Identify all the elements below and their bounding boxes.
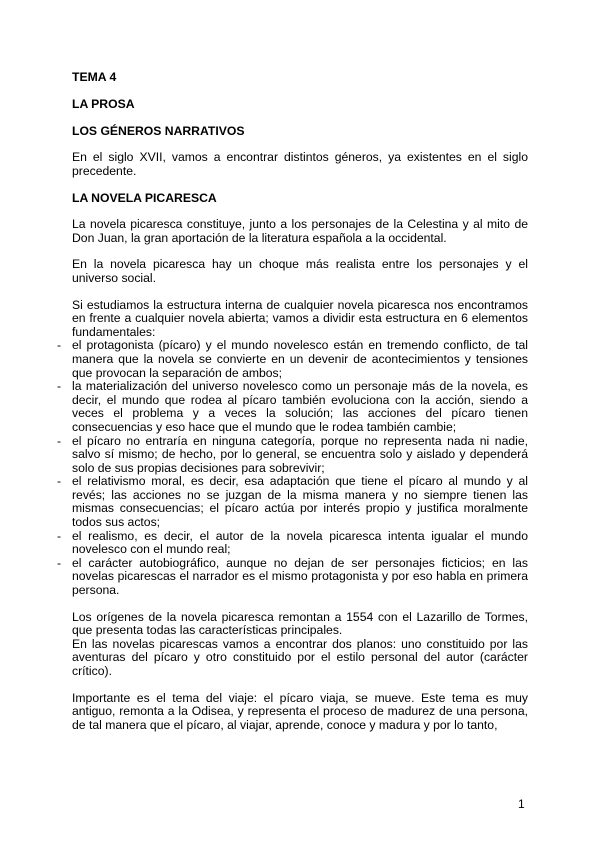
paragraph-viaje: Importante es el tema del viaje: el pícaro viaja, se mueve. Este tema es muy antiguo, remonta a la Odisea, y representa el proceso de madurez de una persona, de tal manera que el pícaro, al viajar, aprende, conoce y madura y por lo tanto, xyxy=(72,690,528,732)
heading-tema: TEMA 4 xyxy=(72,70,117,84)
list-dash: - xyxy=(57,433,62,448)
list-item xyxy=(57,433,528,476)
list-item-text: el relativismo moral, es decir, esa adaptación que tiene el pícaro al mundo y al revés; las acciones no se juzgan de la misma manera y no siempre tienen las mismas consecuencias; el pícaro actúa por interés propio y justifica moralmente todos sus actos; xyxy=(72,474,528,530)
paragraph-choque: En la novela picaresca hay un choque más realista entre los personajes y el universo social. xyxy=(72,257,528,285)
list-dash: - xyxy=(57,474,62,489)
page-number: 1 xyxy=(518,797,525,811)
list-dash: - xyxy=(57,379,62,394)
list-item-text: el pícaro no entraría en ninguna categoría, porque no representa nada ni nadie, salvo sí mismo; de hecho, por lo general, se encuentra solo y aislado y dependerá solo de sus propias decisiones para sobrevivir; xyxy=(72,433,528,475)
list-item xyxy=(57,379,528,434)
heading-generos: LOS GÉNEROS NARRATIVOS xyxy=(72,124,245,138)
list-item xyxy=(57,555,528,598)
heading-prosa: LA PROSA xyxy=(72,97,135,111)
list-item-text: la materialización del universo novelesco como un personaje más de la novela, es decir, el mundo que rodea al pícaro también evoluciona con la acción, siendo a veces el problema y a veces la solución; las acciones del pícaro tienen consecuencias y eso hace que el mundo que le rodea también cambie; xyxy=(72,379,528,434)
paragraph-planos: En las novelas picarescas vamos a encontrar dos planos: uno constituido por las aventuras del pícaro y otro constituido por el estilo personal del autor (carácter crítico). xyxy=(72,636,528,678)
list-item xyxy=(57,474,528,530)
list-dash: - xyxy=(57,528,62,543)
list-dash: - xyxy=(57,555,62,570)
paragraph-constituye: La novela picaresca constituye, junto a los personajes de la Celestina y al mito de Don Juan, la gran aportación de la literatura española a la occidental. xyxy=(72,217,528,245)
list-item-text: el protagonista (pícaro) y el mundo novelesco están en tremendo conflicto, de tal manera que la novela se convierte en un devenir de acontecimientos y tensiones que provocan la separación de ambos; xyxy=(72,338,528,380)
paragraph-estructura: Si estudiamos la estructura interna de cualquier novela picaresca nos encontramos en frente a cualquier novela abierta; vamos a dividir esta estructura en 6 elementos fundamentales: xyxy=(72,297,528,339)
list-item xyxy=(57,528,528,557)
elements-list xyxy=(57,338,528,598)
list-item xyxy=(57,338,528,380)
list-item-text: el realismo, es decir, el autor de la novela picaresca intenta igualar el mundo novelesco con el mundo real; xyxy=(72,528,528,557)
list-item-text: el carácter autobiográfico, aunque no dejan de ser personajes ficticios; en las novelas picarescas el narrador es el mismo protagonista y por eso habla en primera persona. xyxy=(72,555,528,598)
heading-picaresca: LA NOVELA PICARESCA xyxy=(72,191,217,206)
paragraph-siglo: En el siglo XVII, vamos a encontrar distintos géneros, ya existentes en el siglo precedente. xyxy=(72,150,528,178)
list-dash: - xyxy=(57,338,62,353)
document-page xyxy=(57,70,528,745)
paragraph-origenes: Los orígenes de la novela picaresca remontan a 1554 con el Lazarillo de Tormes, que presenta todas las características principales. xyxy=(72,609,528,638)
